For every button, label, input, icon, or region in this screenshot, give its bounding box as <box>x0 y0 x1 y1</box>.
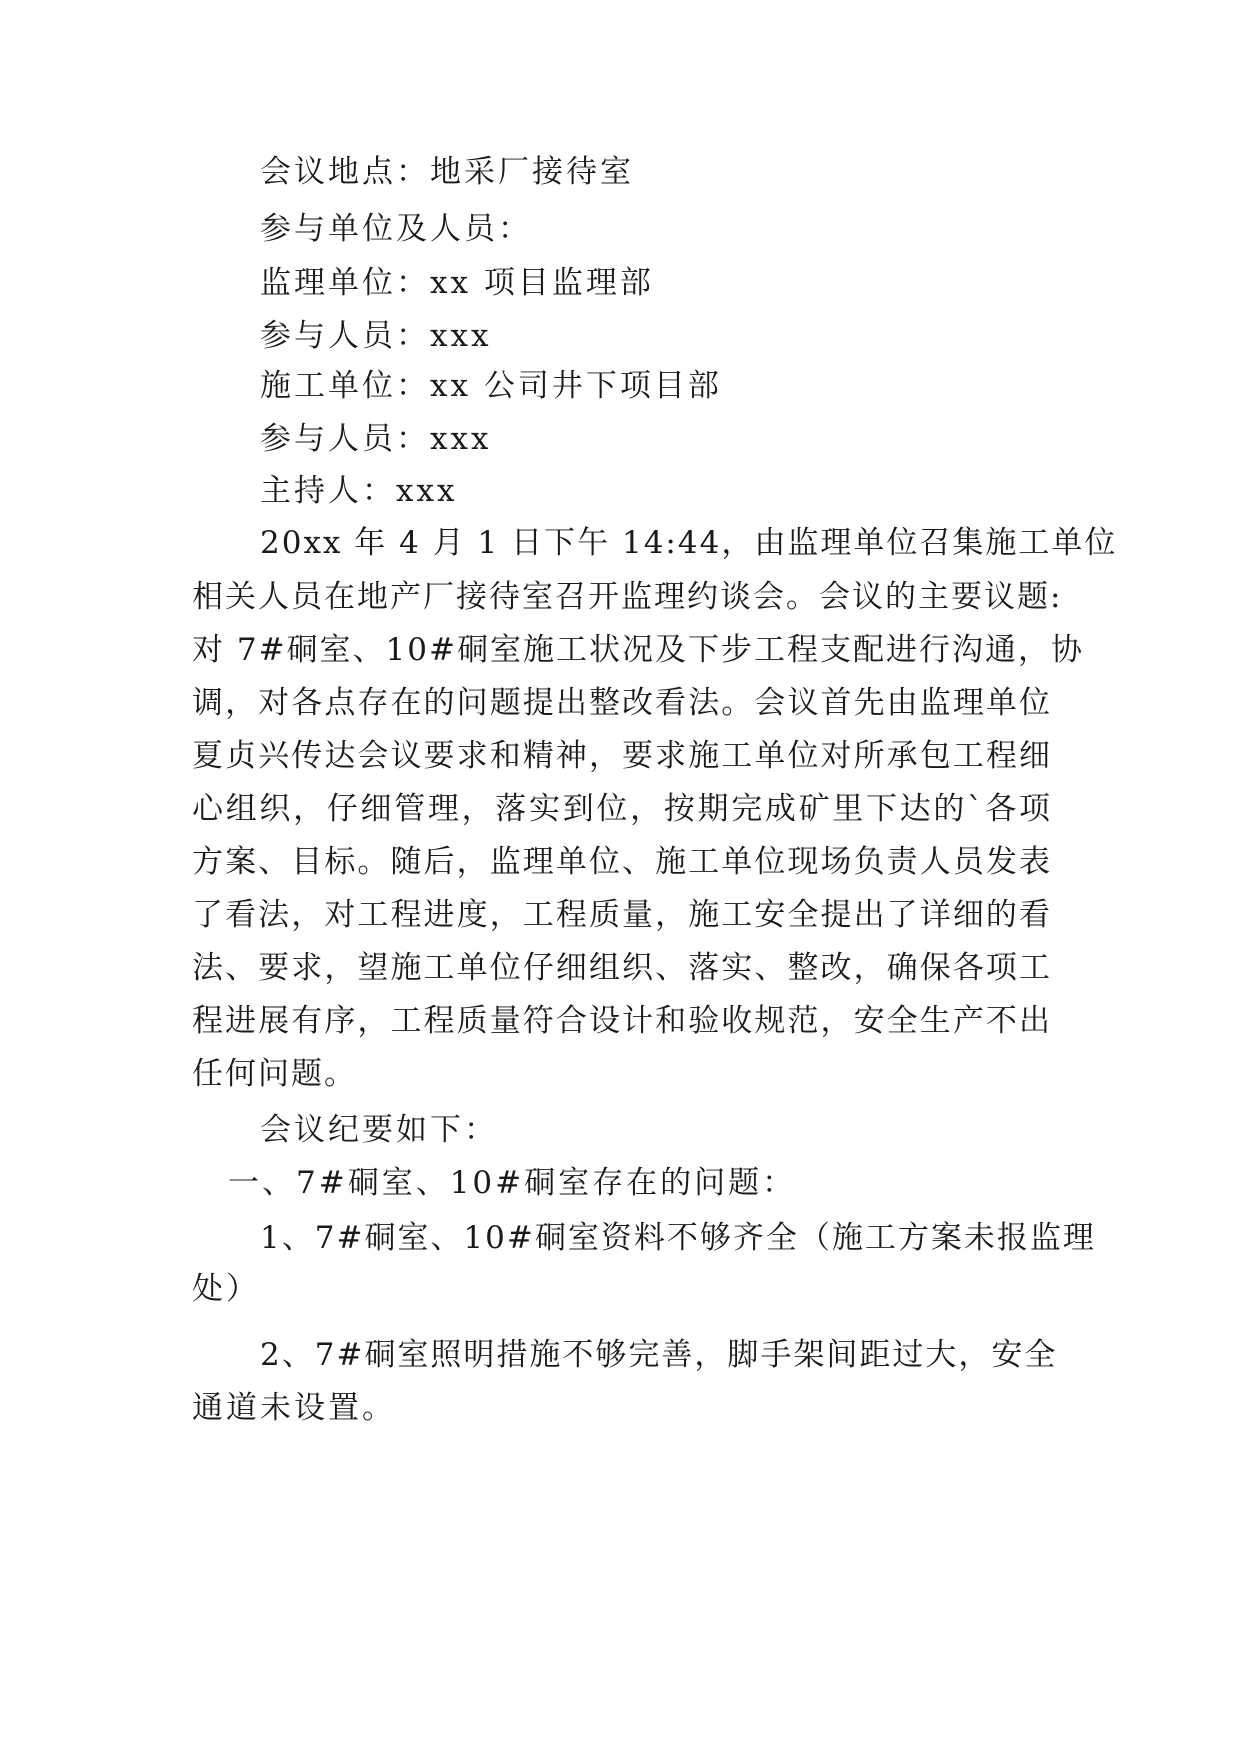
body-line: 对 7#硐室、10#硐室施工状况及下步工程支配进行沟通，协 <box>192 632 1084 668</box>
issue-line: 2、7#硐室照明措施不够完善，脚手架间距过大，安全 <box>260 1337 1058 1373</box>
body-line: 任何问题。 <box>192 1056 357 1092</box>
issue-line: 通道未设置。 <box>192 1390 396 1426</box>
body-line: 夏贞兴传达会议要求和精神，要求施工单位对所承包工程细 <box>192 738 1052 774</box>
body-line: 相关人员在地产厂接待室召开监理约谈会。会议的主要议题: <box>192 579 1063 615</box>
meeting-location: 会议地点：地采厂接待室 <box>260 154 634 190</box>
body-line: 了看法，对工程进度，工程质量，施工安全提出了详细的看 <box>192 897 1052 933</box>
supervision-participants: 参与人员：xxx <box>260 318 492 354</box>
supervision-unit: 监理单位：xx 项目监理部 <box>260 265 654 301</box>
body-line: 调，对各点存在的问题提出整改看法。会议首先由监理单位 <box>192 685 1052 721</box>
participants-heading: 参与单位及人员： <box>260 211 532 247</box>
construction-unit: 施工单位：xx 公司井下项目部 <box>260 368 722 404</box>
construction-participants: 参与人员：xxx <box>260 421 492 457</box>
body-line: 心组织，仔细管理，落实到位，按期完成矿里下达的`各项 <box>192 791 1052 827</box>
issues-heading: 一、7#硐室、10#硐室存在的问题： <box>228 1165 797 1201</box>
issue-line: 处） <box>192 1271 260 1307</box>
body-line: 程进展有序，工程质量符合设计和验收规范，安全生产不出 <box>192 1003 1052 1039</box>
minutes-heading: 会议纪要如下： <box>260 1112 498 1148</box>
body-line: 方案、目标。随后，监理单位、施工单位现场负责人员发表 <box>192 844 1052 880</box>
body-line: 法、要求，望施工单位仔细组织、落实、整改，确保各项工 <box>192 950 1052 986</box>
body-line: 20xx 年 4 月 1 日下午 14:44，由监理单位召集施工单位 <box>260 525 1118 561</box>
issue-line: 1、7#硐室、10#硐室资料不够齐全（施工方案未报监理 <box>260 1220 1096 1256</box>
host: 主持人：xxx <box>260 473 458 509</box>
